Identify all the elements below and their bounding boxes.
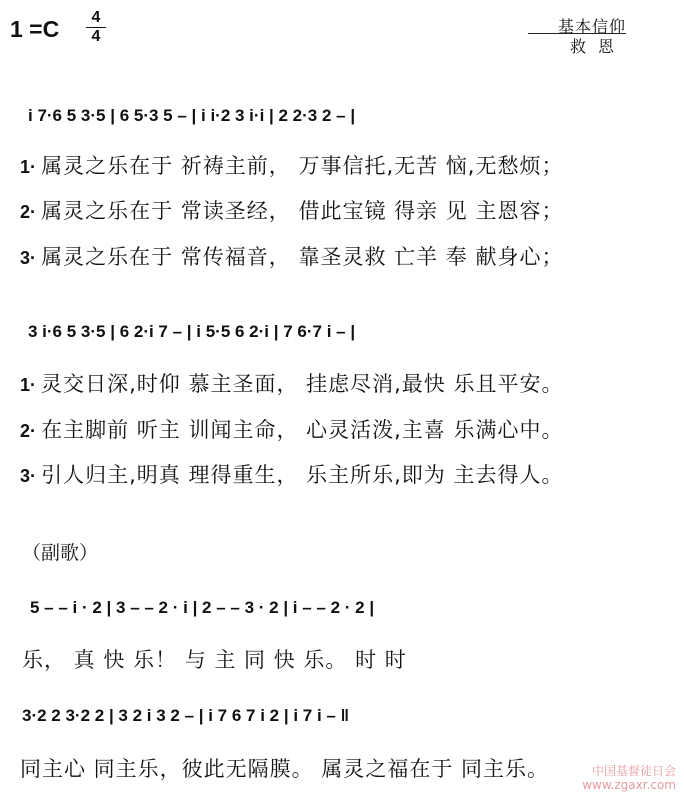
system-1-notes: i 7·6 5 3·5 | 6 5·3 5 – | i i·2 3 i·i | 2 2·3 2 – | (28, 106, 356, 125)
chorus-line-1-lyrics: 乐， 真 快 乐！ 与 主 同 快 乐。 时 时 (22, 648, 407, 672)
time-signature (86, 10, 106, 45)
verse-number: 3· (20, 466, 37, 486)
system-2-verse-3 (20, 459, 563, 489)
chorus-line-2-lyrics: 同主心 同主乐，彼此无隔膜。 属灵之福在于 同主乐。 (20, 757, 550, 781)
system-2-notes: 3 i·6 5 3·5 | 6 2·i 7 – | i 5·5 6 2·i | 7 6·7 i – | (28, 322, 356, 341)
time-numerator: 4 (91, 9, 101, 26)
verse-number: 1· (20, 157, 37, 177)
verse-number: 2· (20, 421, 37, 441)
verse-lyrics: 属灵之乐在于 常读圣经， 借此宝镜 得亲 见 主恩容； (41, 199, 564, 223)
credit-category: 基本信仰 (557, 17, 626, 36)
chorus-line-1-notes: 5 – – i · 2 | 3 – – 2 · i | 2 – – 3 · 2 | i – – 2 · 2 | (30, 598, 375, 617)
chorus-line-2-notes: 3·2 2 3·2 2 | 3 2 i 3 2 – | i 7 6 7 i 2 | i 7 i – ‖ (22, 706, 350, 725)
chorus-label: （副歌） (22, 542, 99, 564)
verse-number: 2· (20, 202, 37, 222)
key-signature: 1 =C (10, 16, 60, 42)
verse-number: 3· (20, 248, 37, 268)
verse-lyrics: 灵交日深,时仰 慕主圣面， 挂虑尽消,最快 乐且平安。 (41, 372, 564, 396)
time-denominator: 4 (91, 28, 101, 45)
system-1-verse-1 (20, 150, 563, 180)
watermark (582, 764, 676, 792)
system-2-verse-1 (20, 368, 563, 398)
verse-number: 1· (20, 375, 37, 395)
watermark-site-name: 中国基督徒日会 (591, 764, 676, 778)
verse-lyrics: 引人归主,明真 理得重生， 乐主所乐,即为 主去得人。 (41, 463, 564, 487)
system-2-verse-2 (20, 414, 563, 444)
verse-lyrics: 属灵之乐在于 常传福音， 靠圣灵救 亡羊 奉 献身心； (41, 245, 564, 269)
verse-lyrics: 在主脚前 听主 训闻主命， 心灵活泼,主喜 乐满心中。 (41, 418, 564, 442)
watermark-url: www.zgaxr.com (582, 778, 676, 792)
credit-subcategory: 救恩 (569, 37, 626, 56)
system-1-verse-3 (20, 241, 563, 271)
system-1-verse-2 (20, 195, 563, 225)
verse-lyrics: 属灵之乐在于 祈祷主前， 万事信托,无苦 恼,无愁烦； (41, 154, 564, 178)
